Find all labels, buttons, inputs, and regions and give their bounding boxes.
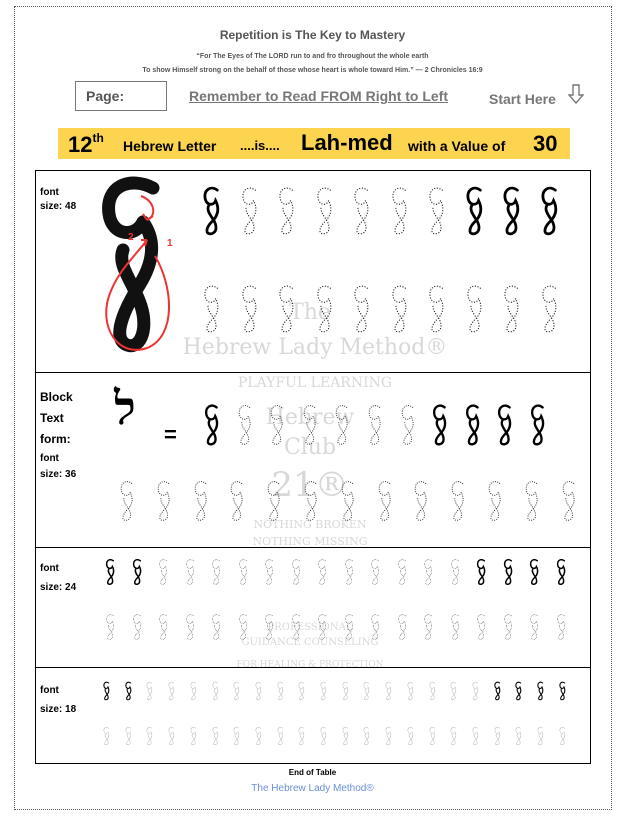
trace-letter: [276, 725, 286, 752]
trace-letter: [449, 611, 463, 648]
equals-sign: =: [164, 422, 177, 447]
model-letter: [502, 556, 516, 593]
watermark-line: FOR HEALING & PROTECTION: [236, 660, 384, 670]
page-title: Repetition is The Key to Mastery: [219, 28, 406, 42]
trace-letter: [210, 556, 224, 593]
trace-letter: [131, 611, 145, 648]
banner-phrase: Hebrew Letter: [123, 138, 217, 154]
model-letter: [528, 556, 542, 593]
model-letter: [555, 556, 569, 593]
section-label-24: font size: 24: [40, 563, 77, 593]
trace-letter: [493, 725, 503, 752]
trace-letter: [448, 478, 470, 529]
trace-letter: [514, 725, 524, 752]
model-letter: [500, 182, 526, 245]
trace-letter: [406, 725, 416, 752]
trace-letter: [167, 725, 177, 752]
table-rule: [35, 372, 591, 373]
watermark-line: NOTHING BROKEN: [253, 518, 367, 531]
trace-letter: [167, 680, 177, 707]
trace-letter: [528, 611, 542, 648]
trace-letter: [422, 611, 436, 648]
trace-letter: [267, 402, 289, 453]
trace-letter: [210, 611, 224, 648]
table-rule: [35, 547, 591, 548]
trace-letter: [343, 556, 357, 593]
trace-letter: [536, 725, 546, 752]
model-letter: [463, 402, 485, 453]
trace-letter: [319, 680, 329, 707]
trace-letter: [341, 680, 351, 707]
trace-letter: [449, 556, 463, 593]
trace-letter: [538, 280, 564, 343]
stroke-number: 2: [128, 232, 134, 243]
section-label-36: Block Text form: font size: 36: [40, 390, 77, 480]
trace-letter: [316, 611, 330, 648]
table-border: [35, 170, 36, 763]
trace-letter: [338, 478, 360, 529]
model-letter: [202, 402, 224, 453]
trace-letter: [396, 611, 410, 648]
watermark-line: PLAYFUL LEARNING: [237, 375, 393, 391]
trace-letter: [290, 556, 304, 593]
trace-letter: [227, 478, 249, 529]
model-letter: [493, 680, 503, 707]
trace-letter: [300, 402, 322, 453]
trace-letter: [406, 680, 416, 707]
trace-letter: [211, 680, 221, 707]
trace-letter: [290, 611, 304, 648]
watermark-line: Hebrew: [265, 405, 355, 430]
trace-letter: [559, 478, 581, 529]
trace-letter: [396, 556, 410, 593]
trace-letter: [275, 182, 301, 245]
trace-letter: [365, 402, 387, 453]
trace-letter: [475, 611, 489, 648]
trace-letter: [313, 182, 339, 245]
trace-letter: [485, 478, 507, 529]
trace-letter: [319, 725, 329, 752]
model-letter: [430, 402, 452, 453]
model-letter: [538, 182, 564, 245]
letter-number: 12th: [68, 131, 104, 157]
trace-letter: [254, 680, 264, 707]
stroke-number: 1: [167, 238, 173, 249]
trace-letter: [189, 725, 199, 752]
trace-letter: [235, 402, 257, 453]
trace-letter: [104, 611, 118, 648]
trace-letter: [275, 280, 301, 343]
letter-value: 30: [533, 131, 558, 156]
end-of-table: End of Table: [288, 768, 337, 777]
trace-letter: [341, 725, 351, 752]
trace-letter: [232, 680, 242, 707]
trace-letter: [211, 725, 221, 752]
trace-letter: [449, 680, 459, 707]
trace-letter: [555, 611, 569, 648]
model-letter: [104, 556, 118, 593]
trace-letter: [428, 680, 438, 707]
trace-letter: [263, 611, 277, 648]
trace-letter: [384, 680, 394, 707]
trace-letter: [362, 680, 372, 707]
trace-letter: [398, 402, 420, 453]
page-number-field[interactable]: Page:: [75, 81, 167, 111]
scripture-line-2: To show Himself strong on the behalf of those whose heart is whole toward Him.” — 2 Chronicles 16:9: [142, 67, 483, 74]
table-rule: [35, 667, 591, 668]
model-letter: [124, 680, 134, 707]
letter-name: Lah-med: [301, 130, 393, 155]
trace-letter: [297, 680, 307, 707]
trace-letter: [232, 725, 242, 752]
trace-letter: [237, 611, 251, 648]
stroke-order-model: [95, 176, 185, 361]
trace-letter: [343, 611, 357, 648]
trace-letter: [411, 478, 433, 529]
model-letter: [475, 556, 489, 593]
trace-letter: [384, 725, 394, 752]
watermark-line: The: [289, 300, 331, 325]
model-letter: [102, 680, 112, 707]
model-letter: [514, 680, 524, 707]
brand-footer: The Hebrew Lady Method®: [251, 783, 374, 794]
model-letter: [558, 680, 568, 707]
trace-letter: [313, 280, 339, 343]
table-rule: [35, 170, 591, 171]
trace-letter: [189, 680, 199, 707]
banner-phrase: ....is....: [240, 138, 280, 153]
model-letter: [463, 182, 489, 245]
trace-letter: [463, 280, 489, 343]
down-arrow-icon: [568, 84, 584, 104]
watermark-line: Hebrew Lady Method®: [182, 335, 448, 360]
trace-letter: [191, 478, 213, 529]
watermark-line: GUIDANCE COUNSELING: [241, 637, 379, 648]
trace-letter: [316, 556, 330, 593]
trace-letter: [471, 680, 481, 707]
table-rule: [35, 763, 591, 764]
trace-letter: [263, 556, 277, 593]
trace-letter: [237, 556, 251, 593]
model-letter: [131, 556, 145, 593]
trace-letter: [375, 478, 397, 529]
section-label-18: font size: 18: [40, 685, 77, 715]
section-label-48: font size: 48: [40, 187, 77, 212]
trace-letter: [154, 478, 176, 529]
trace-letter: [388, 182, 414, 245]
trace-letter: [254, 725, 264, 752]
watermark-line: NOTHING MISSING: [252, 535, 368, 548]
model-letter: [528, 402, 550, 453]
trace-letter: [184, 556, 198, 593]
trace-letter: [502, 611, 516, 648]
watermark-line: PROFESSIONAL: [267, 622, 353, 633]
trace-letter: [350, 182, 376, 245]
reading-direction-note: Remember to Read FROM Right to Left: [189, 88, 449, 104]
trace-letter: [276, 680, 286, 707]
trace-letter: [428, 725, 438, 752]
trace-letter: [184, 611, 198, 648]
trace-letter: [145, 725, 155, 752]
watermark-line: 21®: [271, 465, 349, 505]
letter-banner: [58, 128, 570, 159]
trace-letter: [200, 280, 226, 343]
trace-letter: [388, 280, 414, 343]
start-here-label: Start Here: [489, 91, 556, 107]
trace-letter: [238, 280, 264, 343]
trace-letter: [238, 182, 264, 245]
trace-letter: [558, 725, 568, 752]
trace-letter: [500, 280, 526, 343]
trace-letter: [350, 280, 376, 343]
model-letter: [495, 402, 517, 453]
banner-phrase: with a Value of: [408, 138, 506, 154]
trace-letter: [422, 556, 436, 593]
trace-letter: [425, 182, 451, 245]
trace-letter: [362, 725, 372, 752]
trace-letter: [297, 725, 307, 752]
trace-letter: [425, 280, 451, 343]
trace-letter: [124, 725, 134, 752]
trace-letter: [301, 478, 323, 529]
trace-letter: [332, 402, 354, 453]
model-letter: [536, 680, 546, 707]
scripture-line-1: “For The Eyes of The LORD run to and fro throughout the whole earth: [196, 53, 429, 60]
trace-letter: [369, 556, 383, 593]
trace-letter: [157, 556, 171, 593]
trace-letter: [145, 680, 155, 707]
table-border: [590, 170, 591, 763]
block-letter-lamed: ל: [114, 381, 136, 435]
trace-letter: [471, 725, 481, 752]
model-letter: [200, 182, 226, 245]
watermark-line: Club: [283, 435, 337, 460]
trace-letter: [369, 611, 383, 648]
trace-letter: [117, 478, 139, 529]
trace-letter: [157, 611, 171, 648]
trace-letter: [449, 725, 459, 752]
trace-letter: [102, 725, 112, 752]
trace-letter: [264, 478, 286, 529]
trace-letter: [522, 478, 544, 529]
